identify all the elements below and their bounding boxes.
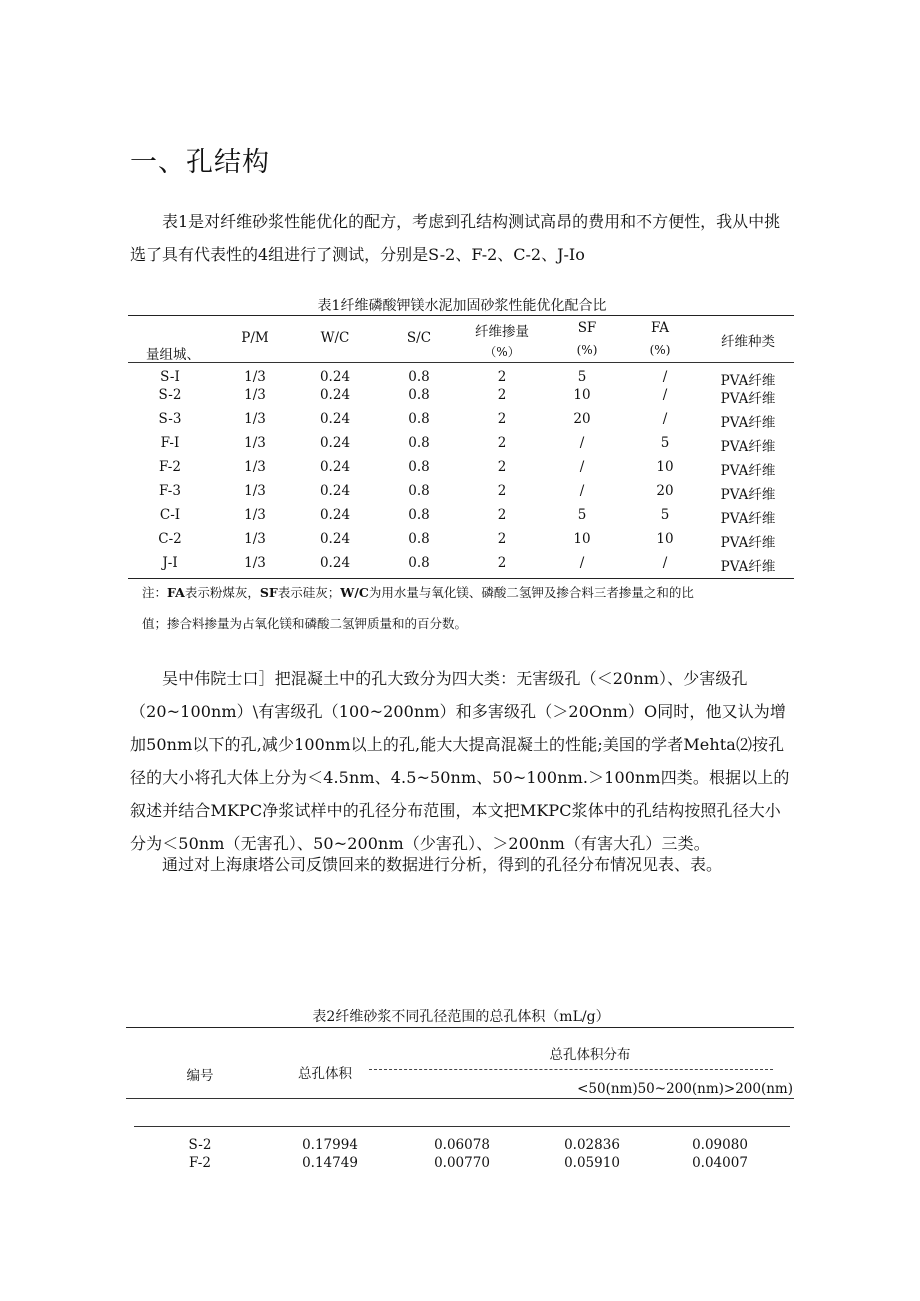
table-cell-wc: 0.24 (319, 411, 351, 427)
table-cell-sc: 0.8 (408, 435, 430, 451)
table-cell-fa: / (662, 555, 668, 571)
table-cell-sc: 0.8 (408, 531, 430, 547)
table1-note-line1 (142, 583, 694, 601)
table2-subheader-rule (134, 1126, 790, 1127)
header-pm: P/M (241, 330, 269, 346)
table-cell-fa: / (662, 387, 668, 403)
table-cell-fiber: 2 (497, 459, 507, 475)
table-cell-fa: 5 (660, 507, 670, 523)
table2-header-distribution: 总孔体积分布 (549, 1047, 631, 1063)
table-cell-pm: 1/3 (244, 369, 266, 385)
table2-header-ranges: <50(nm)50~200(nm)>200(nm) (577, 1081, 793, 1097)
table-cell-type: PVA纤维 (720, 439, 776, 455)
note-sf-desc: 表示硅灰； (277, 585, 341, 600)
table-cell-fiber: 2 (497, 531, 507, 547)
table-cell-id: F-2 (159, 459, 181, 475)
paragraph-pore-classification: 吴中伟院士口］把混凝土中的孔大致分为四大类：无害级孔（＜20nm）、少害级孔（20~100nm）\有害级孔（100~200nm）和多害级孔（＞20Onm）O同时，他又认为增加50nm以下的孔,减少100nm以上的孔,能大大提高混凝土的性能;美国的学者Mehta⑵按孔径的大小将孔大体上分为＜4.5nm、4.5~50nm、50~100nm.＞100nm四类。根据以上的叙述并结合MKPC净浆试样中的孔径分布范围，本文把MKPC浆体中的孔结构按照孔径大小分为＜50nm（无害孔）、50~200nm（少害孔）、＞200nm（有害大孔）三类。 (130, 669, 790, 853)
table-cell-type: PVA纤维 (720, 415, 776, 431)
table-cell-pm: 1/3 (244, 435, 266, 451)
table-cell-sf: 5 (577, 507, 587, 523)
table-cell-fiber: 2 (497, 555, 507, 571)
table-cell-fa: / (662, 411, 668, 427)
table-cell-gt200: 0.09080 (692, 1137, 748, 1153)
table-cell-sc: 0.8 (408, 459, 430, 475)
table-cell-id: S-3 (158, 411, 182, 427)
table-cell-id: F-I (160, 435, 180, 451)
table-cell-pm: 1/3 (244, 531, 266, 547)
table2-header-rule (126, 1098, 794, 1099)
table-cell-wc: 0.24 (319, 531, 351, 547)
table-cell-fiber: 2 (497, 411, 507, 427)
table-cell-id: F-3 (159, 483, 181, 499)
table-cell-fiber: 2 (497, 369, 507, 385)
table-cell-sc: 0.8 (408, 387, 430, 403)
note-sf-term: SF (259, 585, 278, 600)
table-cell-fiber: 2 (497, 483, 507, 499)
table-cell-wc: 0.24 (319, 483, 351, 499)
table-cell-sc: 0.8 (408, 555, 430, 571)
table1-bottom-rule (128, 578, 794, 579)
table-cell-type: PVA纤维 (720, 373, 776, 389)
header-fa-unit: (%) (649, 343, 671, 357)
table2-header-id: 编号 (186, 1068, 214, 1084)
table-cell-lt50: 0.06078 (434, 1137, 490, 1153)
table2-header-dashed-rule (369, 1069, 773, 1070)
table-cell-wc: 0.24 (319, 507, 351, 523)
table-cell-sf: 10 (573, 387, 591, 403)
table-cell-pm: 1/3 (244, 387, 266, 403)
table-cell-pm: 1/3 (244, 507, 266, 523)
table-cell-id: S-I (160, 369, 180, 385)
table-cell-id: C-2 (158, 531, 182, 547)
table1-note-line2: 值；掺合料掺量为占氧化镁和磷酸二氢钾质量和的百分数。 (142, 616, 468, 631)
table-cell-sf: 5 (577, 369, 587, 385)
table-cell-wc: 0.24 (319, 387, 351, 403)
table-cell-lt50: 0.00770 (434, 1155, 490, 1171)
note-fa-term: FA (167, 585, 185, 600)
table-cell-sf: / (579, 555, 585, 571)
table1-top-rule (128, 315, 794, 316)
note-wc-term: W/C (340, 585, 369, 600)
table-cell-gt200: 0.04007 (692, 1155, 748, 1171)
table-cell-fa: 10 (656, 459, 674, 475)
note-wc-desc: 为用水量与氧化镁、磷酸二氢钾及掺合料三者掺量之和的比 (368, 585, 694, 600)
header-fa: FA (651, 320, 669, 336)
table-cell-mid: 0.02836 (564, 1137, 620, 1153)
table-cell-sc: 0.8 (408, 411, 430, 427)
header-fiber-dose-unit: （%） (484, 345, 520, 359)
table-cell-sf: / (579, 459, 585, 475)
header-fiber-type: 纤维种类 (721, 334, 775, 350)
table-cell-fa: 5 (660, 435, 670, 451)
table-cell-id: J-I (162, 555, 178, 571)
header-sc: S/C (406, 330, 432, 346)
table-cell-type: PVA纤维 (720, 463, 776, 479)
header-wc: W/C (320, 330, 350, 346)
note-prefix: 注： (142, 585, 168, 600)
table-cell-sf: / (579, 483, 585, 499)
intro-paragraph: 表1是对纤维砂浆性能优化的配方，考虑到孔结构测试高昂的费用和不方便性，我从中挑选了具有代表性的4组进行了测试，分别是S-2、F-2、C-2、J-Io (130, 212, 781, 264)
table2-header-total: 总孔体积 (298, 1066, 352, 1082)
section-title: 一、孔结构 (130, 147, 270, 178)
table-cell-type: PVA纤维 (720, 487, 776, 503)
table2-top-rule (126, 1027, 794, 1028)
table-cell-sf: 20 (573, 411, 591, 427)
header-group: 量组城、 (146, 347, 200, 363)
table-cell-total: 0.17994 (302, 1137, 358, 1153)
table-cell-pm: 1/3 (244, 483, 266, 499)
table-cell-pm: 1/3 (244, 459, 266, 475)
table-cell-wc: 0.24 (319, 555, 351, 571)
header-sf: SF (577, 320, 597, 336)
table-cell-id: S-2 (188, 1137, 212, 1153)
table-cell-wc: 0.24 (319, 459, 351, 475)
table-cell-sc: 0.8 (408, 507, 430, 523)
note-fa-desc: 表示粉煤灰， (184, 585, 260, 600)
table-cell-sc: 0.8 (408, 483, 430, 499)
table-cell-mid: 0.05910 (564, 1155, 620, 1171)
table-cell-type: PVA纤维 (720, 511, 776, 527)
table-cell-id: C-I (159, 507, 181, 523)
table-cell-id: F-2 (189, 1155, 211, 1171)
table-cell-wc: 0.24 (319, 369, 351, 385)
table-cell-id: S-2 (158, 387, 182, 403)
table-cell-sf: 10 (573, 531, 591, 547)
table-cell-type: PVA纤维 (720, 391, 776, 407)
table2-caption: 表2纤维砂浆不同孔径范围的总孔体积（mL/g） (312, 1009, 610, 1025)
table-cell-fiber: 2 (497, 435, 507, 451)
table-cell-fiber: 2 (497, 507, 507, 523)
table-cell-fa: 10 (656, 531, 674, 547)
table-cell-sf: / (579, 435, 585, 451)
paragraph-data-source: 通过对上海康塔公司反馈回来的数据进行分析，得到的孔径分布情况见表、表。 (162, 855, 723, 874)
table-cell-total: 0.14749 (302, 1155, 358, 1171)
table-cell-type: PVA纤维 (720, 535, 776, 551)
table-cell-sc: 0.8 (408, 369, 430, 385)
table1-caption: 表1纤维磷酸钾镁水泥加固砂浆性能优化配合比 (317, 298, 607, 314)
table-cell-fa: 20 (656, 483, 674, 499)
table-cell-type: PVA纤维 (720, 559, 776, 575)
header-fiber-dose: 纤维掺量 (475, 324, 529, 340)
table-cell-pm: 1/3 (244, 411, 266, 427)
table1-header-rule (128, 362, 794, 363)
table-cell-wc: 0.24 (319, 435, 351, 451)
header-sf-unit: (%) (576, 343, 598, 357)
table-cell-fiber: 2 (497, 387, 507, 403)
table-cell-pm: 1/3 (244, 555, 266, 571)
table-cell-fa: / (662, 369, 668, 385)
